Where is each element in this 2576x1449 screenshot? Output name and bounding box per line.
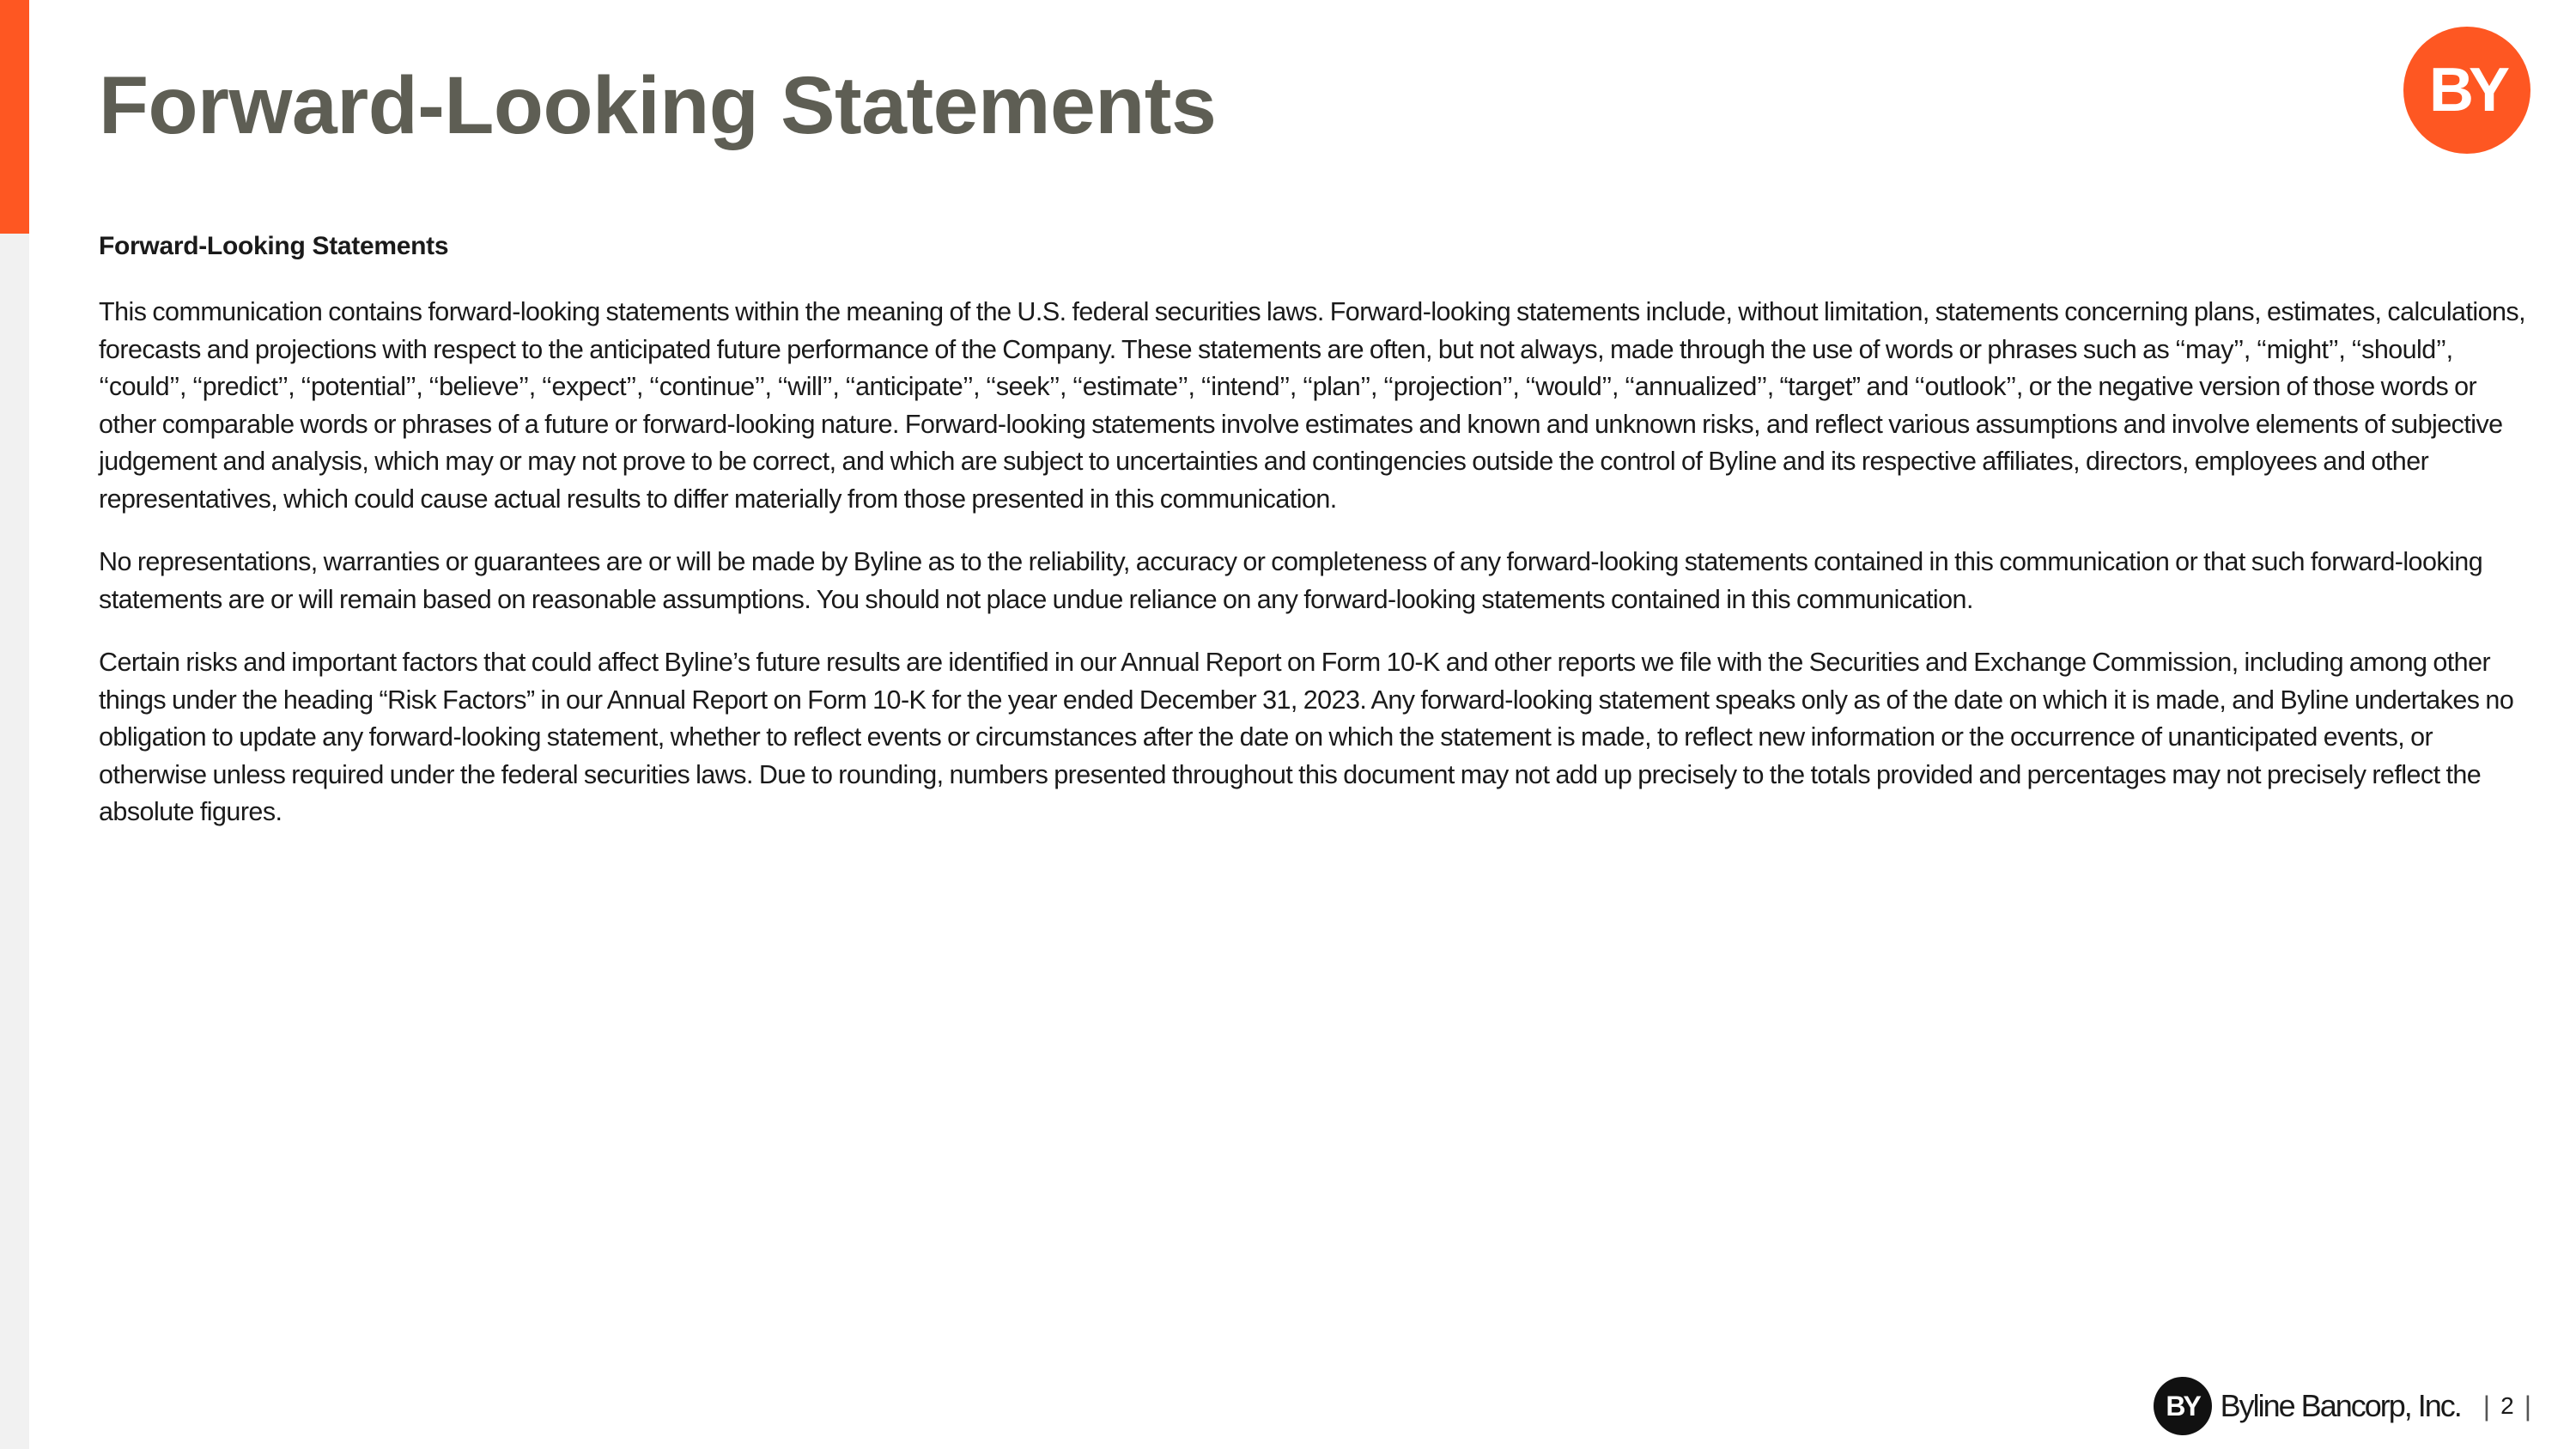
paragraph-no-representations: No representations, warranties or guarantees are or will be made by Byline as to the reliability, accuracy or completeness of any forward-looking statements contained in this communication or that such forward-looking statements are or will remain based on reasonable assumptions. You should not place undue reliance on any forward-looking statements contained in this communication. bbox=[99, 547, 2483, 614]
footer-company-name: Byline Bancorp, Inc. bbox=[2220, 1388, 2461, 1423]
paragraph-forward-looking: This communication contains forward-looking statements within the meaning of the U.S. federal securities laws. Forward-looking statements include, without limitation, statements concerning plans, estimates, calculations, forecasts and projections with respect to the anticipated future performance of the Company. These statements are often, but not always, made through the use of words or phrases such as ‘‘may’’, ‘‘might’’, ‘‘should’’, ‘‘could’’, ‘‘predict’’, ‘‘potential’’, ‘‘believe’’, ‘‘expect’’, ‘‘continue’’, ‘‘will’’, ‘‘anticipate’’, ‘‘seek’’, ‘‘estimate’’, ‘‘intend’’, ‘‘plan’’, ‘‘projection’’, ‘‘would’’, ‘‘annualized’’, “target” and ‘‘outlook’’, or the negative version of those words or other comparable words or phrases of a future or forward-looking nature. Forward-looking statements involve estimates and known and unknown risks, and reflect various assumptions and involve elements of subjective judgement and analysis, which may or may not prove to be correct, and which are subject to uncertainties and contingencies outside the control of Byline and its respective affiliates, directors, employees and other representatives, which could cause actual results to differ materially from those presented in this communication. bbox=[99, 297, 2526, 514]
logo-text: BY bbox=[2428, 56, 2506, 125]
page-number: 2 bbox=[2500, 1392, 2514, 1419]
footer-separator-right: | bbox=[2524, 1390, 2531, 1422]
statement-body bbox=[99, 225, 2533, 857]
section-heading: Forward-Looking Statements bbox=[99, 232, 449, 260]
page-title: Forward-Looking Statements bbox=[99, 60, 1217, 151]
footer-separator-left: | bbox=[2482, 1390, 2491, 1422]
byline-logo-icon bbox=[2403, 27, 2530, 154]
footer bbox=[2154, 1375, 2542, 1437]
left-accent-bar bbox=[0, 0, 29, 234]
paragraph-risk-factors: Certain risks and important factors that could affect Byline’s future results are identified in our Annual Report on Form 10-K and other reports we file with the Securities and Exchange Commission, including among other things under the heading “Risk Factors” in our Annual Report on Form 10-K for the year ended December 31, 2023. Any forward-looking statement speaks only as of the date on which it is made, and Byline undertakes no obligation to update any forward-looking statement, whether to reflect events or circumstances after the date on which the statement is made, to reflect new information or the occurrence of unanticipated events, or otherwise unless required under the federal securities laws. Due to rounding, numbers presented throughout this document may not add up precisely to the totals provided and percentages may not precisely reflect the absolute figures. bbox=[99, 648, 2514, 826]
byline-footer-logo-icon bbox=[2154, 1377, 2212, 1435]
footer-logo-text: BY bbox=[2166, 1390, 2199, 1422]
